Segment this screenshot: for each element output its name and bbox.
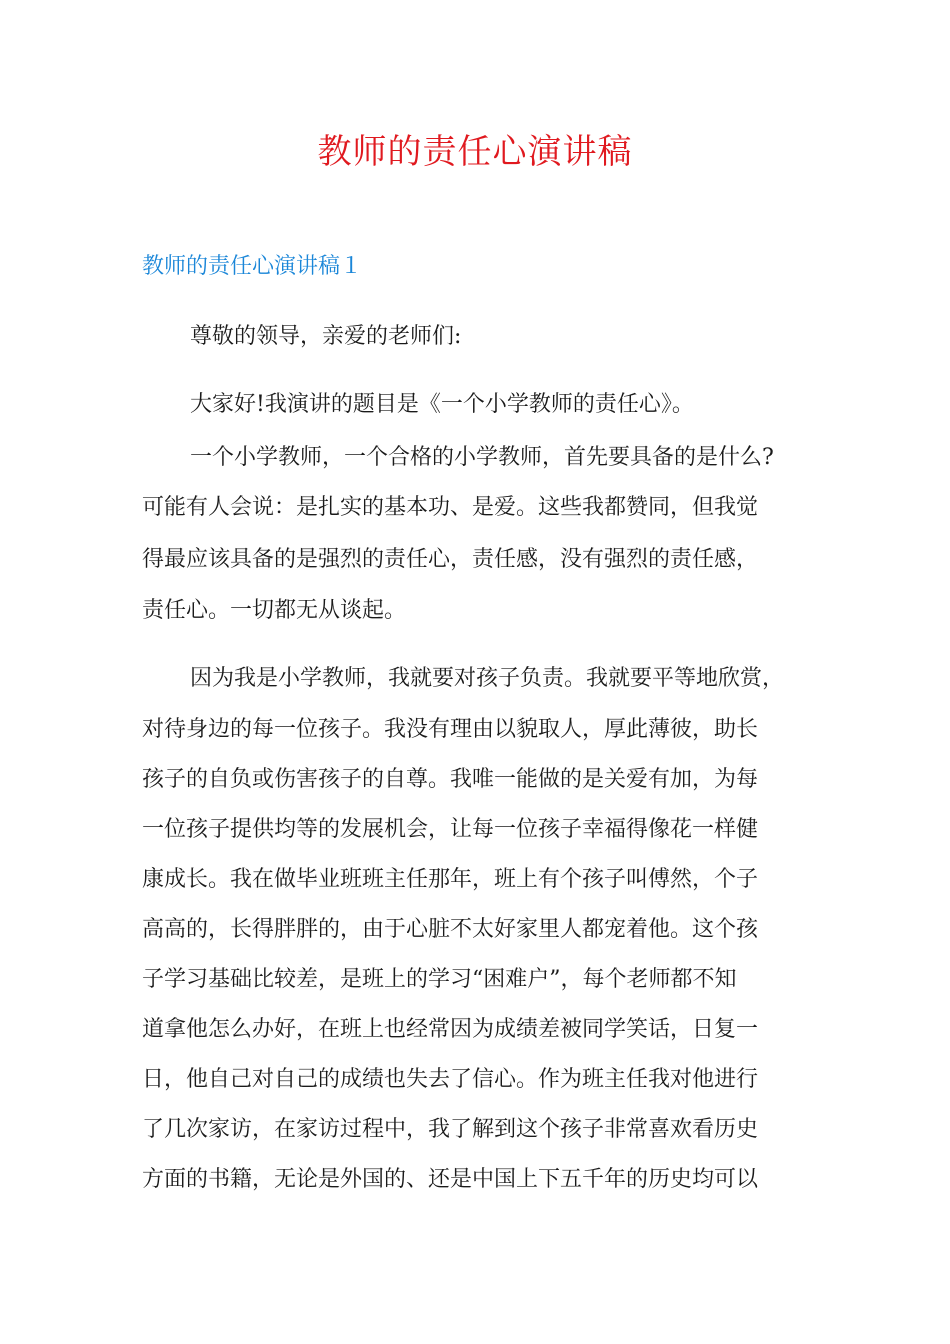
paragraph-line: 道拿他怎么办好，在班上也经常因为成绩差被同学笑话，日复一 [142,1017,759,1042]
paragraph-line: 一位孩子提供均等的发展机会，让每一位孩子幸福得像花一样健 [142,817,759,842]
paragraph-line: 了几次家访，在家访过程中，我了解到这个孩子非常喜欢看历史 [142,1117,759,1142]
paragraph-line: 子学习基础比较差，是班上的学习“困难户”，每个老师都不知 [142,967,737,992]
paragraph-line: 一个小学教师，一个合格的小学教师，首先要具备的是什么? [190,445,774,470]
salutation-line: 尊敬的领导，亲爱的老师们: [190,324,462,349]
section-heading: 教师的责任心演讲稿１ [142,254,363,279]
paragraph-line: 可能有人会说：是扎实的基本功、是爱。这些我都赞同，但我觉 [142,495,759,520]
paragraph-line: 高高的，长得胖胖的，由于心脏不太好家里人都宠着他。这个孩 [142,917,759,942]
paragraph-line: 对待身边的每一位孩子。我没有理由以貌取人，厚此薄彼，助长 [142,717,759,742]
document-title: 教师的责任心演讲稿 [317,132,633,172]
paragraph-line: 得最应该具备的是强烈的责任心，责任感，没有强烈的责任感， [142,547,759,572]
paragraph-line: 孩子的自负或伤害孩子的自尊。我唯一能做的是关爱有加，为每 [142,767,759,792]
greeting-line: 大家好!我演讲的题目是《一个小学教师的责任心》。 [190,392,694,417]
paragraph-line: 日，他自己对自己的成绩也失去了信心。作为班主任我对他进行 [142,1067,759,1092]
paragraph-line: 方面的书籍，无论是外国的、还是中国上下五千年的历史均可以 [142,1167,759,1192]
paragraph-line: 责任心。一切都无从谈起。 [142,598,407,623]
paragraph-line: 康成长。我在做毕业班班主任那年，班上有个孩子叫傅然，个子 [142,867,759,892]
paragraph-line: 因为我是小学教师，我就要对孩子负责。我就要平等地欣赏， [190,666,785,691]
